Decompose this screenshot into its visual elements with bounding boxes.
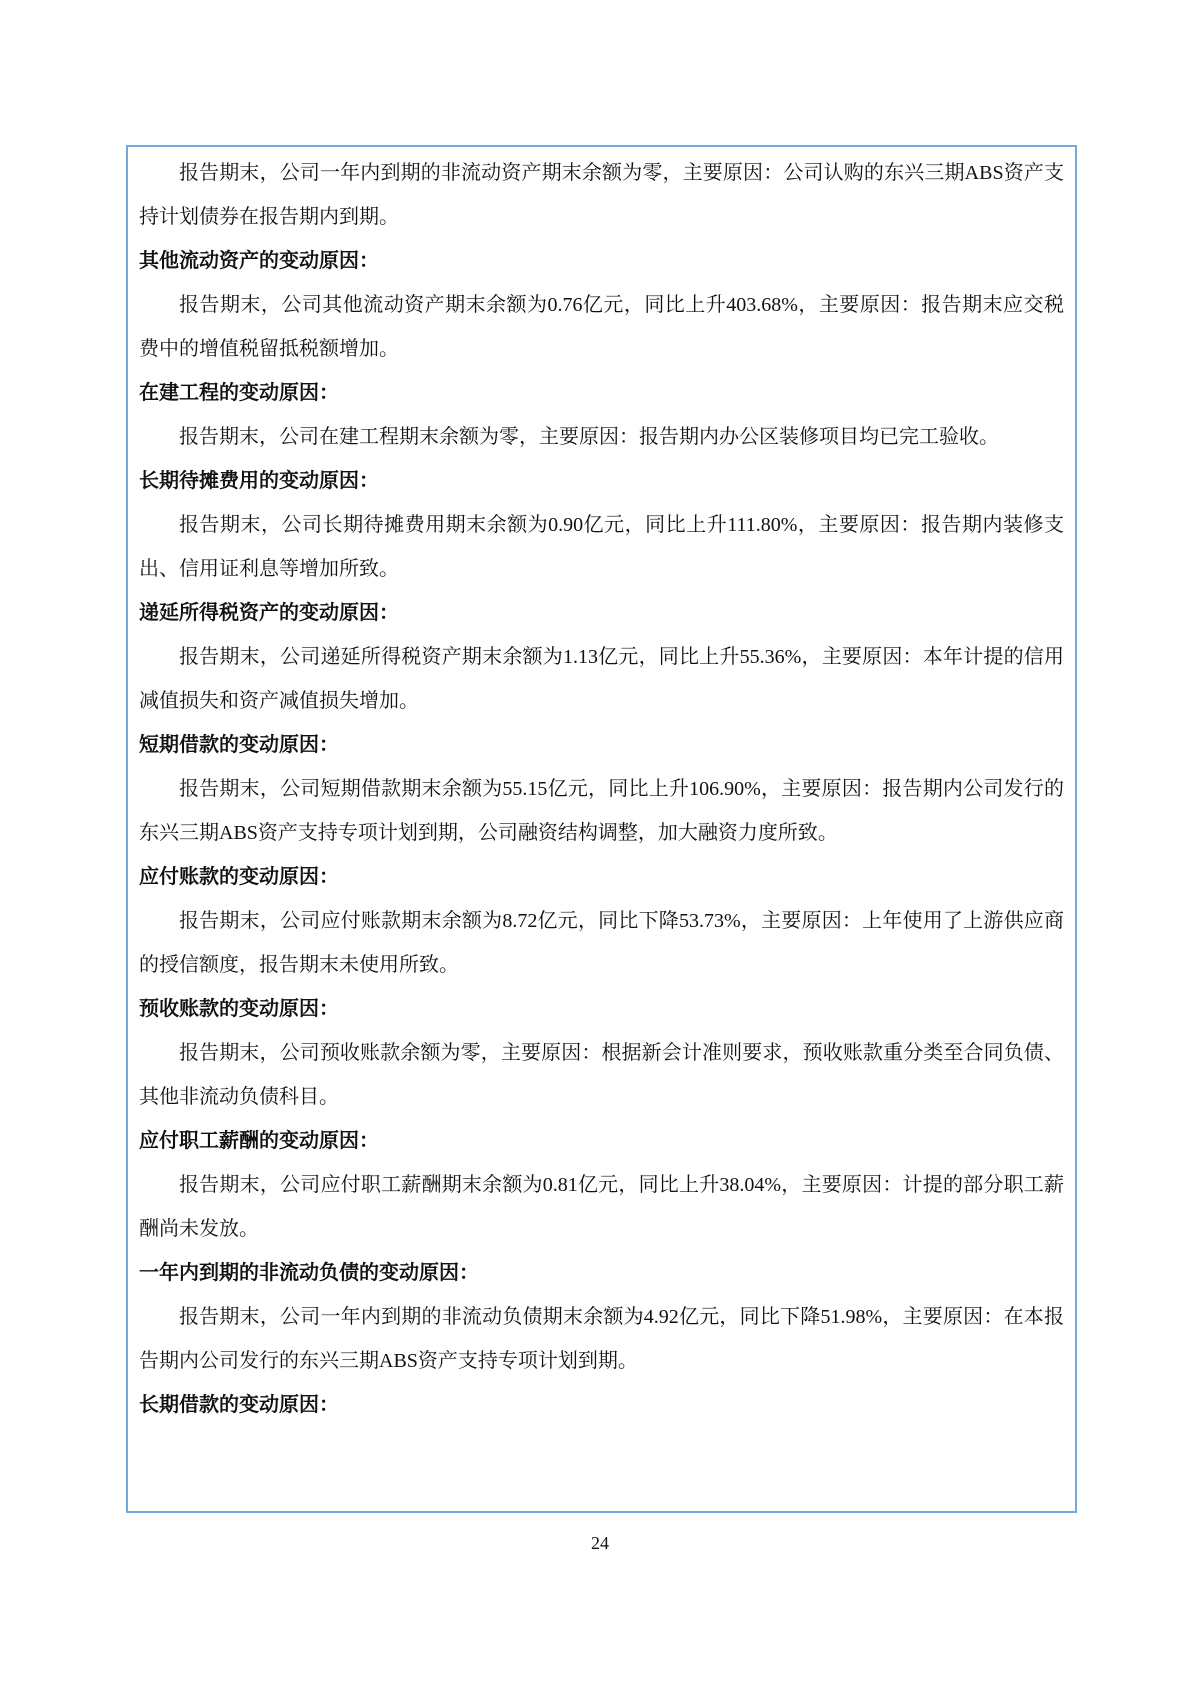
section-heading: 预收账款的变动原因： — [139, 998, 339, 1020]
section-heading: 长期借款的变动原因： — [139, 1394, 339, 1416]
section-paragraph: 报告期末，公司在建工程期末余额为零，主要原因：报告期内办公区装修项目均已完工验收。 — [179, 426, 999, 448]
section-heading: 一年内到期的非流动负债的变动原因： — [139, 1262, 479, 1284]
section-paragraph: 报告期末，公司一年内到期的非流动负债期末余额为4.92亿元，同比下降51.98%，主要原因：在本报告期内公司发行的东兴三期ABS资产支持专项计划到期。 — [139, 1306, 1064, 1372]
section-paragraph: 报告期末，公司应付职工薪酬期末余额为0.81亿元，同比上升38.04%，主要原因：计提的部分职工薪酬尚未发放。 — [139, 1174, 1064, 1240]
section-paragraph: 报告期末，公司递延所得税资产期末余额为1.13亿元，同比上升55.36%，主要原因：本年计提的信用减值损失和资产减值损失增加。 — [139, 646, 1064, 712]
section-heading: 其他流动资产的变动原因： — [139, 250, 379, 272]
section-paragraph: 报告期末，公司应付账款期末余额为8.72亿元，同比下降53.73%，主要原因：上年使用了上游供应商的授信额度，报告期末未使用所致。 — [139, 910, 1064, 976]
section-paragraph: 报告期末，公司短期借款期末余额为55.15亿元，同比上升106.90%，主要原因：报告期内公司发行的东兴三期ABS资产支持专项计划到期，公司融资结构调整，加大融资力度所致。 — [139, 778, 1064, 844]
section-paragraph: 报告期末，公司预收账款余额为零，主要原因：根据新会计准则要求，预收账款重分类至合同负债、其他非流动负债科目。 — [139, 1042, 1064, 1108]
page-number: 24 — [591, 1533, 609, 1553]
section-paragraph: 报告期末，公司长期待摊费用期末余额为0.90亿元，同比上升111.80%，主要原因：报告期内装修支出、信用证利息等增加所致。 — [139, 514, 1064, 580]
section-heading: 应付账款的变动原因： — [139, 866, 339, 888]
section-heading: 递延所得税资产的变动原因： — [139, 602, 399, 624]
section-heading: 短期借款的变动原因： — [139, 734, 339, 756]
report-text-frame — [126, 145, 1077, 1513]
section-heading: 长期待摊费用的变动原因： — [139, 470, 379, 492]
report-sections — [139, 151, 1064, 1427]
section-paragraph: 报告期末，公司其他流动资产期末余额为0.76亿元，同比上升403.68%，主要原因：报告期末应交税费中的增值税留抵税额增加。 — [139, 294, 1064, 360]
section-heading: 在建工程的变动原因： — [139, 382, 339, 404]
section-heading: 应付职工薪酬的变动原因： — [139, 1130, 379, 1152]
section-paragraph: 报告期末，公司一年内到期的非流动资产期末余额为零，主要原因：公司认购的东兴三期ABS资产支持计划债券在报告期内到期。 — [139, 162, 1064, 228]
